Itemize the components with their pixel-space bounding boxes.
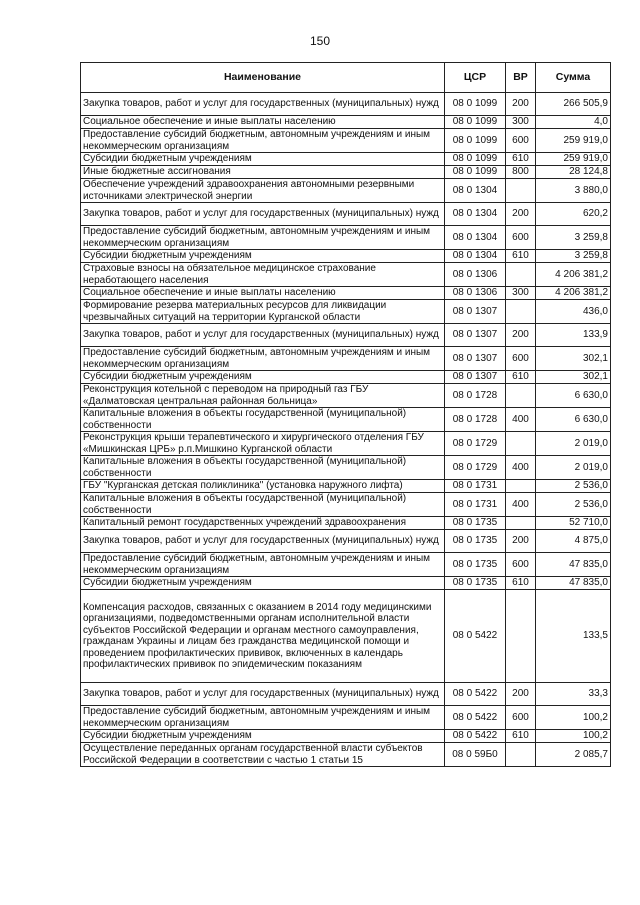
- cell-vr: 600: [506, 347, 536, 371]
- cell-code: 08 0 1099: [445, 93, 506, 116]
- header-sum: Сумма: [536, 63, 611, 93]
- cell-name: Закупка товаров, работ и услуг для государственных (муниципальных) нужд: [81, 93, 445, 116]
- cell-name: Предоставление субсидий бюджетным, автономным учреждениям и иным некоммерческим организациям: [81, 226, 445, 250]
- cell-code: 08 0 1729: [445, 456, 506, 480]
- table-row: [81, 179, 611, 203]
- table-header-row: [81, 63, 611, 93]
- cell-code: 08 0 1099: [445, 166, 506, 179]
- cell-sum: 47 835,0: [536, 577, 611, 590]
- cell-name: Социальное обеспечение и иные выплаты населению: [81, 116, 445, 129]
- table-row: [81, 384, 611, 408]
- cell-name: Компенсация расходов, связанных с оказанием в 2014 году медицинскими организациями, подведомственными органам исполнительной власти субъектов Российской Федерации и органам местного самоуправления, гражданам Украины и лицам без гражданства медицинской помощи и проведением профилактических прививок, включенных в календарь профилактических прививок по эпидемическим показаниям: [81, 590, 445, 683]
- cell-name: Обеспечение учреждений здравоохранения автономными резервными источниками электрической энергии: [81, 179, 445, 203]
- cell-vr: [506, 743, 536, 767]
- cell-sum: 28 124,8: [536, 166, 611, 179]
- cell-sum: 2 019,0: [536, 432, 611, 456]
- cell-name: Осуществление переданных органам государственной власти субъектов Российской Федерации в соответствии с частью 1 статьи 15: [81, 743, 445, 767]
- table-row: [81, 706, 611, 730]
- cell-vr: 610: [506, 730, 536, 743]
- cell-sum: 436,0: [536, 300, 611, 324]
- cell-sum: 133,9: [536, 324, 611, 347]
- cell-vr: 800: [506, 166, 536, 179]
- cell-vr: 610: [506, 250, 536, 263]
- cell-code: 08 0 1307: [445, 371, 506, 384]
- cell-code: 08 0 5422: [445, 730, 506, 743]
- cell-vr: 400: [506, 493, 536, 517]
- cell-code: 08 0 1099: [445, 129, 506, 153]
- cell-name: Субсидии бюджетным учреждениям: [81, 577, 445, 590]
- cell-code: 08 0 1735: [445, 577, 506, 590]
- cell-vr: [506, 179, 536, 203]
- cell-code: 08 0 5422: [445, 590, 506, 683]
- cell-sum: 2 019,0: [536, 456, 611, 480]
- cell-name: Субсидии бюджетным учреждениям: [81, 153, 445, 166]
- table-row: [81, 480, 611, 493]
- table-row: [81, 129, 611, 153]
- cell-vr: [506, 517, 536, 530]
- cell-vr: [506, 480, 536, 493]
- cell-sum: 100,2: [536, 706, 611, 730]
- cell-name: Капитальный ремонт государственных учреждений здравоохранения: [81, 517, 445, 530]
- budget-table: [80, 62, 611, 767]
- cell-code: 08 0 5422: [445, 683, 506, 706]
- cell-vr: [506, 384, 536, 408]
- cell-code: 08 0 1735: [445, 517, 506, 530]
- cell-vr: [506, 263, 536, 287]
- table-row: [81, 347, 611, 371]
- cell-sum: 33,3: [536, 683, 611, 706]
- cell-name: Иные бюджетные ассигнования: [81, 166, 445, 179]
- table-row: [81, 371, 611, 384]
- table-row: [81, 226, 611, 250]
- table-row: [81, 263, 611, 287]
- cell-sum: 3 259,8: [536, 250, 611, 263]
- table-row: [81, 517, 611, 530]
- table-row: [81, 683, 611, 706]
- cell-code: 08 0 1304: [445, 250, 506, 263]
- table-row: [81, 116, 611, 129]
- table-row: [81, 577, 611, 590]
- cell-vr: 400: [506, 408, 536, 432]
- cell-code: 08 0 1304: [445, 203, 506, 226]
- cell-vr: 200: [506, 203, 536, 226]
- cell-vr: 600: [506, 706, 536, 730]
- cell-sum: 2 536,0: [536, 480, 611, 493]
- table-row: [81, 153, 611, 166]
- cell-sum: 47 835,0: [536, 553, 611, 577]
- table-row: [81, 730, 611, 743]
- header-name: Наименование: [81, 63, 445, 93]
- table-row: [81, 166, 611, 179]
- cell-name: Субсидии бюджетным учреждениям: [81, 250, 445, 263]
- cell-vr: 610: [506, 371, 536, 384]
- cell-sum: 4 875,0: [536, 530, 611, 553]
- table-row: [81, 456, 611, 480]
- cell-name: Предоставление субсидий бюджетным, автономным учреждениям и иным некоммерческим организациям: [81, 347, 445, 371]
- cell-sum: 3 880,0: [536, 179, 611, 203]
- table-row: [81, 324, 611, 347]
- cell-vr: 600: [506, 129, 536, 153]
- cell-name: Закупка товаров, работ и услуг для государственных (муниципальных) нужд: [81, 530, 445, 553]
- header-code: ЦСР: [445, 63, 506, 93]
- cell-code: 08 0 1304: [445, 226, 506, 250]
- cell-code: 08 0 1728: [445, 384, 506, 408]
- cell-code: 08 0 1731: [445, 480, 506, 493]
- cell-code: 08 0 5422: [445, 706, 506, 730]
- cell-vr: 200: [506, 683, 536, 706]
- cell-name: Закупка товаров, работ и услуг для государственных (муниципальных) нужд: [81, 203, 445, 226]
- cell-name: Капитальные вложения в объекты государственной (муниципальной) собственности: [81, 493, 445, 517]
- cell-sum: 6 630,0: [536, 384, 611, 408]
- cell-name: Предоставление субсидий бюджетным, автономным учреждениям и иным некоммерческим организациям: [81, 129, 445, 153]
- cell-name: Закупка товаров, работ и услуг для государственных (муниципальных) нужд: [81, 683, 445, 706]
- cell-sum: 266 505,9: [536, 93, 611, 116]
- cell-sum: 133,5: [536, 590, 611, 683]
- cell-name: Реконструкция котельной с переводом на природный газ ГБУ «Далматовская центральная районная больница»: [81, 384, 445, 408]
- cell-code: 08 0 1307: [445, 324, 506, 347]
- cell-code: 08 0 1729: [445, 432, 506, 456]
- cell-sum: 4 206 381,2: [536, 287, 611, 300]
- cell-vr: 300: [506, 287, 536, 300]
- cell-code: 08 0 1731: [445, 493, 506, 517]
- table-row: [81, 553, 611, 577]
- cell-code: 08 0 1099: [445, 153, 506, 166]
- cell-code: 08 0 1735: [445, 530, 506, 553]
- cell-name: Капитальные вложения в объекты государственной (муниципальной) собственности: [81, 408, 445, 432]
- cell-vr: 600: [506, 226, 536, 250]
- cell-sum: 4,0: [536, 116, 611, 129]
- cell-sum: 2 536,0: [536, 493, 611, 517]
- table-row: [81, 743, 611, 767]
- cell-name: Субсидии бюджетным учреждениям: [81, 730, 445, 743]
- cell-vr: 200: [506, 530, 536, 553]
- cell-code: 08 0 1306: [445, 263, 506, 287]
- cell-vr: 400: [506, 456, 536, 480]
- table-row: [81, 250, 611, 263]
- cell-sum: 302,1: [536, 347, 611, 371]
- cell-sum: 2 085,7: [536, 743, 611, 767]
- cell-vr: 600: [506, 553, 536, 577]
- cell-code: 08 0 1304: [445, 179, 506, 203]
- cell-vr: 300: [506, 116, 536, 129]
- cell-code: 08 0 1306: [445, 287, 506, 300]
- cell-name: Формирование резерва материальных ресурсов для ликвидации чрезвычайных ситуаций на территории Курганской области: [81, 300, 445, 324]
- cell-code: 08 0 1728: [445, 408, 506, 432]
- cell-code: 08 0 1099: [445, 116, 506, 129]
- cell-vr: [506, 432, 536, 456]
- cell-name: Закупка товаров, работ и услуг для государственных (муниципальных) нужд: [81, 324, 445, 347]
- cell-name: Капитальные вложения в объекты государственной (муниципальной) собственности: [81, 456, 445, 480]
- cell-sum: 52 710,0: [536, 517, 611, 530]
- cell-vr: 610: [506, 153, 536, 166]
- cell-vr: [506, 300, 536, 324]
- table-row: [81, 530, 611, 553]
- table-row: [81, 203, 611, 226]
- cell-name: ГБУ "Курганская детская поликлиника" (установка наружного лифта): [81, 480, 445, 493]
- cell-sum: 302,1: [536, 371, 611, 384]
- header-vr: ВР: [506, 63, 536, 93]
- table-body: [81, 93, 611, 767]
- cell-name: Социальное обеспечение и иные выплаты населению: [81, 287, 445, 300]
- cell-vr: 610: [506, 577, 536, 590]
- table-row: [81, 93, 611, 116]
- cell-name: Предоставление субсидий бюджетным, автономным учреждениям и иным некоммерческим организациям: [81, 553, 445, 577]
- cell-vr: 200: [506, 93, 536, 116]
- table-row: [81, 493, 611, 517]
- table-row: [81, 590, 611, 683]
- cell-code: 08 0 1307: [445, 300, 506, 324]
- cell-code: 08 0 1735: [445, 553, 506, 577]
- table-row: [81, 300, 611, 324]
- cell-sum: 4 206 381,2: [536, 263, 611, 287]
- cell-sum: 6 630,0: [536, 408, 611, 432]
- cell-vr: 200: [506, 324, 536, 347]
- cell-name: Страховые взносы на обязательное медицинское страхование неработающего населения: [81, 263, 445, 287]
- table-row: [81, 287, 611, 300]
- cell-name: Субсидии бюджетным учреждениям: [81, 371, 445, 384]
- table-row: [81, 432, 611, 456]
- cell-sum: 620,2: [536, 203, 611, 226]
- cell-sum: 3 259,8: [536, 226, 611, 250]
- table-row: [81, 408, 611, 432]
- cell-vr: [506, 590, 536, 683]
- cell-sum: 100,2: [536, 730, 611, 743]
- cell-sum: 259 919,0: [536, 129, 611, 153]
- cell-code: 08 0 59Б0: [445, 743, 506, 767]
- page-number: 150: [309, 34, 331, 48]
- cell-name: Предоставление субсидий бюджетным, автономным учреждениям и иным некоммерческим организациям: [81, 706, 445, 730]
- cell-code: 08 0 1307: [445, 347, 506, 371]
- cell-sum: 259 919,0: [536, 153, 611, 166]
- cell-name: Реконструкция крыши терапевтического и хирургического отделения ГБУ «Мишкинская ЦРБ» р.п.Мишкино Курганской области: [81, 432, 445, 456]
